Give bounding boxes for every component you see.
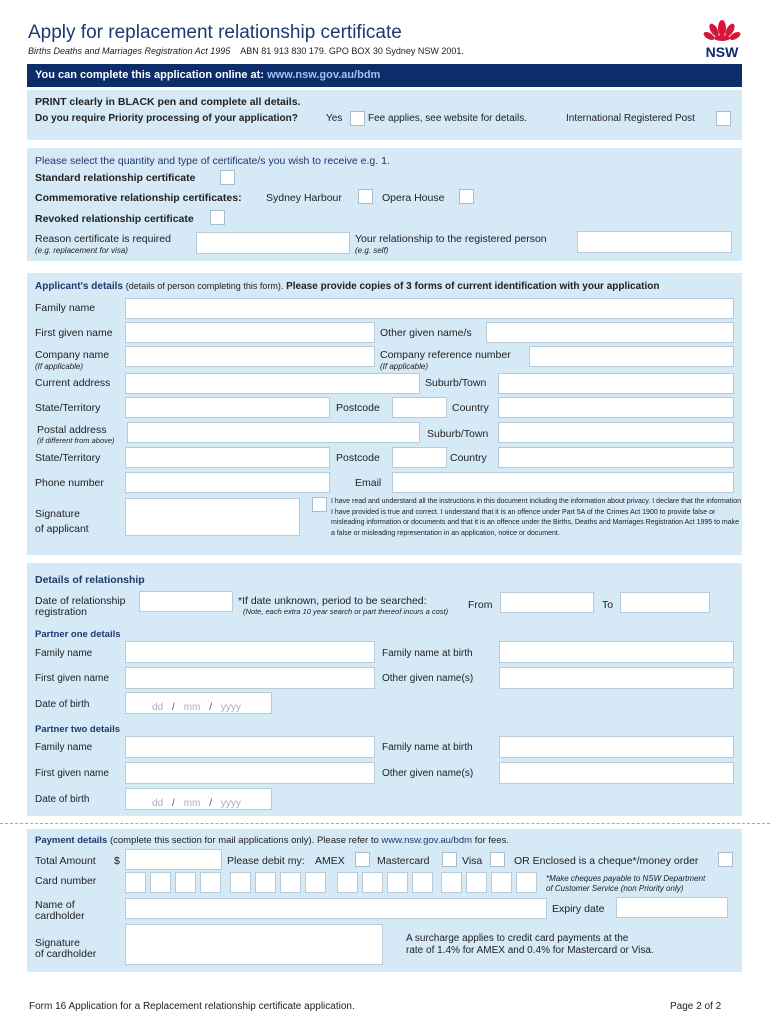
p2-family-label: Family name xyxy=(35,742,93,753)
card-number-label: Card number xyxy=(35,875,97,887)
p2-yyyy: yyyy xyxy=(220,798,241,809)
other-names-input[interactable] xyxy=(486,322,734,343)
to-input[interactable] xyxy=(620,592,710,613)
cardholder-sig-label-2: of cardholder xyxy=(35,948,97,960)
first-name-label: First given name xyxy=(35,327,113,339)
suburb2-input[interactable] xyxy=(498,422,734,443)
country-label: Country xyxy=(452,402,489,414)
p1-mm: mm xyxy=(183,702,201,713)
p2-slash1: / xyxy=(172,798,175,809)
p1-slash1: / xyxy=(172,702,175,713)
other-names-label: Other given name/s xyxy=(380,327,472,339)
date-reg-input[interactable] xyxy=(139,591,233,612)
phone-input[interactable] xyxy=(125,472,330,493)
opera-label: Opera House xyxy=(382,192,445,204)
address-input[interactable] xyxy=(125,373,420,394)
card-digit-10[interactable] xyxy=(362,872,383,893)
postal-note: (if different from above) xyxy=(37,436,115,445)
reason-example: (e.g. replacement for visa) xyxy=(35,246,128,255)
card-digit-4[interactable] xyxy=(200,872,221,893)
applicant-heading-note: (details of person completing this form). xyxy=(125,281,284,291)
p2-mm: mm xyxy=(183,798,201,809)
p2-family-input[interactable] xyxy=(125,736,375,758)
first-name-input[interactable] xyxy=(125,322,375,343)
cheque-checkbox[interactable] xyxy=(718,852,733,867)
mastercard-label: Mastercard xyxy=(377,855,430,867)
p2-other-label: Other given name(s) xyxy=(382,768,474,779)
payment-heading-row xyxy=(35,835,509,846)
p1-dd: dd xyxy=(152,702,164,713)
applicant-heading: Applicant's details xyxy=(35,281,123,292)
surcharge-line-1: A surcharge applies to credit card payments at the xyxy=(406,933,629,944)
card-digit-14[interactable] xyxy=(466,872,487,893)
p1-dob-label: Date of birth xyxy=(35,699,90,710)
nsw-logo xyxy=(700,18,744,60)
address-label: Current address xyxy=(35,377,111,389)
p1-other-input[interactable] xyxy=(499,667,734,689)
cardholder-name-label-1: Name of xyxy=(35,899,75,911)
state2-input[interactable] xyxy=(125,447,330,468)
priority-yes-checkbox[interactable] xyxy=(350,111,365,126)
card-digit-12[interactable] xyxy=(412,872,433,893)
card-digit-11[interactable] xyxy=(387,872,408,893)
cardholder-signature-input[interactable] xyxy=(125,924,383,965)
payment-heading-note: (complete this section for mail applications only). Please refer to xyxy=(109,835,379,846)
state-label: State/Territory xyxy=(35,402,101,414)
p2-dob-input[interactable] xyxy=(125,788,272,810)
company-ref-input[interactable] xyxy=(529,346,734,367)
postcode2-input[interactable] xyxy=(392,447,447,468)
card-digit-5[interactable] xyxy=(230,872,251,893)
of-applicant-label: of applicant xyxy=(35,523,89,535)
card-digit-16[interactable] xyxy=(516,872,537,893)
unknown-label: *If date unknown, period to be searched: xyxy=(238,595,427,607)
reason-input[interactable] xyxy=(196,232,350,254)
postcode-input[interactable] xyxy=(392,397,447,418)
priority-question: Do you require Priority processing of your application? xyxy=(35,113,298,124)
declaration-text: I have read and understand all the instructions in this document including the information about privacy. I declare that the information I have provided is true and correct. I understand that it is an offence under Part 5A of the Crimes Act 1900 to provide false or misleading information or documents and that it is an offence under the Births, Deaths and Marriages Registration Act 1995 to make a false or misleading representation in an application, notice or document. xyxy=(331,498,741,537)
online-banner xyxy=(27,64,742,87)
relationship-heading: Details of relationship xyxy=(35,574,145,586)
cardholder-name-label-2: cardholder xyxy=(35,910,85,922)
p1-family-birth-input[interactable] xyxy=(499,641,734,663)
applicant-signature-input[interactable] xyxy=(125,498,300,536)
to-label: To xyxy=(602,599,614,611)
harbour-checkbox[interactable] xyxy=(358,189,373,204)
p1-other-label: Other given name(s) xyxy=(382,673,474,684)
postcode2-label: Postcode xyxy=(336,452,380,464)
suburb2-label: Suburb/Town xyxy=(427,428,489,440)
signature-label: Signature xyxy=(35,508,80,520)
p1-slash2: / xyxy=(209,702,213,713)
country-input[interactable] xyxy=(498,397,734,418)
applicant-id-note: Please provide copies of 3 forms of current identification with your application xyxy=(286,281,660,292)
expiry-label: Expiry date xyxy=(552,903,605,915)
surcharge-line-2: rate of 1.4% for AMEX and 0.4% for Mastercard or Visa. xyxy=(406,945,654,956)
company-input[interactable] xyxy=(125,346,375,367)
commem-label: Commemorative relationship certificates: xyxy=(35,192,242,204)
declaration-checkbox[interactable] xyxy=(312,497,327,512)
total-input[interactable] xyxy=(125,849,222,870)
company-label: Company name xyxy=(35,349,110,361)
relationship-input[interactable] xyxy=(577,231,732,253)
priority-yes-label: Yes xyxy=(326,113,343,124)
header-subtitle xyxy=(28,46,464,56)
p2-dob-label: Date of birth xyxy=(35,794,90,805)
p2-first-input[interactable] xyxy=(125,762,375,784)
relationship-example: (e.g. self) xyxy=(355,246,389,255)
p1-yyyy: yyyy xyxy=(220,702,241,713)
applicant-heading-row xyxy=(35,281,660,292)
cardholder-sig-label-1: Signature xyxy=(35,937,80,949)
p2-other-input[interactable] xyxy=(499,762,734,784)
card-digit-8[interactable] xyxy=(305,872,326,893)
intl-post-checkbox[interactable] xyxy=(716,111,731,126)
p1-family-input[interactable] xyxy=(125,641,375,663)
card-digit-1[interactable] xyxy=(125,872,146,893)
footer-page-number: Page 2 of 2 xyxy=(670,1001,722,1012)
p1-dob-input[interactable] xyxy=(125,692,272,714)
print-instruction: PRINT clearly in BLACK pen and complete all details. xyxy=(35,96,301,108)
unknown-note: (Note, each extra 10 year search or part thereof incurs a cost) xyxy=(243,607,449,616)
card-digit-13[interactable] xyxy=(441,872,462,893)
expiry-input[interactable] xyxy=(616,897,728,918)
postal-label: Postal address xyxy=(37,424,107,436)
intl-post-label: International Registered Post xyxy=(566,113,695,124)
state-input[interactable] xyxy=(125,397,330,418)
p1-first-label: First given name xyxy=(35,673,109,684)
card-digit-3[interactable] xyxy=(175,872,196,893)
standard-checkbox[interactable] xyxy=(220,170,235,185)
page-title: Apply for replacement relationship certificate xyxy=(28,22,402,43)
company-ref-note: (If applicable) xyxy=(380,362,429,371)
card-digit-2[interactable] xyxy=(150,872,171,893)
partner-two-heading: Partner two details xyxy=(35,724,120,735)
family-name-label: Family name xyxy=(35,302,96,314)
email-input[interactable] xyxy=(392,472,734,493)
p1-family-birth-label: Family name at birth xyxy=(382,648,473,659)
date-reg-label: Date of relationship xyxy=(35,595,126,607)
amex-checkbox[interactable] xyxy=(355,852,370,867)
act-name: Births Deaths and Marriages Registration Act 1995 xyxy=(28,46,231,56)
p2-family-birth-label: Family name at birth xyxy=(382,742,473,753)
payment-heading: Payment details xyxy=(35,835,108,846)
phone-label: Phone number xyxy=(35,477,104,489)
footer-form-name: Form 16 Application for a Replacement relationship certificate application. xyxy=(29,1001,355,1012)
p2-dd: dd xyxy=(152,798,164,809)
country2-label: Country xyxy=(450,452,487,464)
suburb-input[interactable] xyxy=(498,373,734,394)
postal-input[interactable] xyxy=(127,422,420,443)
cheque-label: OR Enclosed is a cheque*/money order xyxy=(514,855,699,867)
state2-label: State/Territory xyxy=(35,452,101,464)
standard-label: Standard relationship certificate xyxy=(35,172,196,184)
p2-first-label: First given name xyxy=(35,768,109,779)
cut-line xyxy=(0,823,770,824)
logo-text: NSW xyxy=(705,44,739,60)
total-label: Total Amount xyxy=(35,855,96,867)
visa-label: Visa xyxy=(462,855,483,867)
card-digit-6[interactable] xyxy=(255,872,276,893)
p2-slash2: / xyxy=(209,798,213,809)
card-digit-7[interactable] xyxy=(280,872,301,893)
cert-heading: Please select the quantity and type of certificate/s you wish to receive e.g. 1. xyxy=(35,155,390,167)
from-label: From xyxy=(468,599,493,611)
harbour-label: Sydney Harbour xyxy=(266,192,342,204)
postcode-label: Postcode xyxy=(336,402,380,414)
visa-checkbox[interactable] xyxy=(490,852,505,867)
revoked-label: Revoked relationship certificate xyxy=(35,213,194,225)
company-ref-label: Company reference number xyxy=(380,349,511,361)
partner-one-heading: Partner one details xyxy=(35,629,121,640)
from-input[interactable] xyxy=(500,592,594,613)
relationship-label: Your relationship to the registered person xyxy=(355,233,547,245)
payment-for-fees: for fees. xyxy=(474,835,510,846)
date-reg-label2: registration xyxy=(35,606,87,618)
email-label: Email xyxy=(355,477,382,489)
p2-family-birth-input[interactable] xyxy=(499,736,734,758)
banner-text: You can complete this application online at: xyxy=(35,69,268,81)
dollar-sign: $ xyxy=(114,855,120,867)
mastercard-checkbox[interactable] xyxy=(442,852,457,867)
card-digit-9[interactable] xyxy=(337,872,358,893)
cheque-note-2: of Customer Service (non Priority only) xyxy=(546,884,684,893)
suburb-label: Suburb/Town xyxy=(425,377,487,389)
cheque-note-1: *Make cheques payable to NSW Department xyxy=(546,874,706,883)
country2-input[interactable] xyxy=(498,447,734,468)
fee-note: Fee applies, see website for details. xyxy=(368,113,527,124)
amex-label: AMEX xyxy=(315,855,345,867)
reason-label: Reason certificate is required xyxy=(35,233,171,245)
p1-first-input[interactable] xyxy=(125,667,375,689)
abn-address: ABN 81 913 830 179. GPO BOX 30 Sydney NSW 2001. xyxy=(240,46,464,56)
banner-link[interactable]: www.nsw.gov.au/bdm xyxy=(267,69,381,81)
company-note: (If applicable) xyxy=(35,362,84,371)
payment-link[interactable]: www.nsw.gov.au/bdm xyxy=(381,835,473,846)
p1-family-label: Family name xyxy=(35,648,93,659)
family-name-input[interactable] xyxy=(125,298,734,319)
cardholder-name-input[interactable] xyxy=(125,898,547,919)
debit-label: Please debit my: xyxy=(227,855,305,867)
revoked-checkbox[interactable] xyxy=(210,210,225,225)
card-digit-15[interactable] xyxy=(491,872,512,893)
opera-checkbox[interactable] xyxy=(459,189,474,204)
